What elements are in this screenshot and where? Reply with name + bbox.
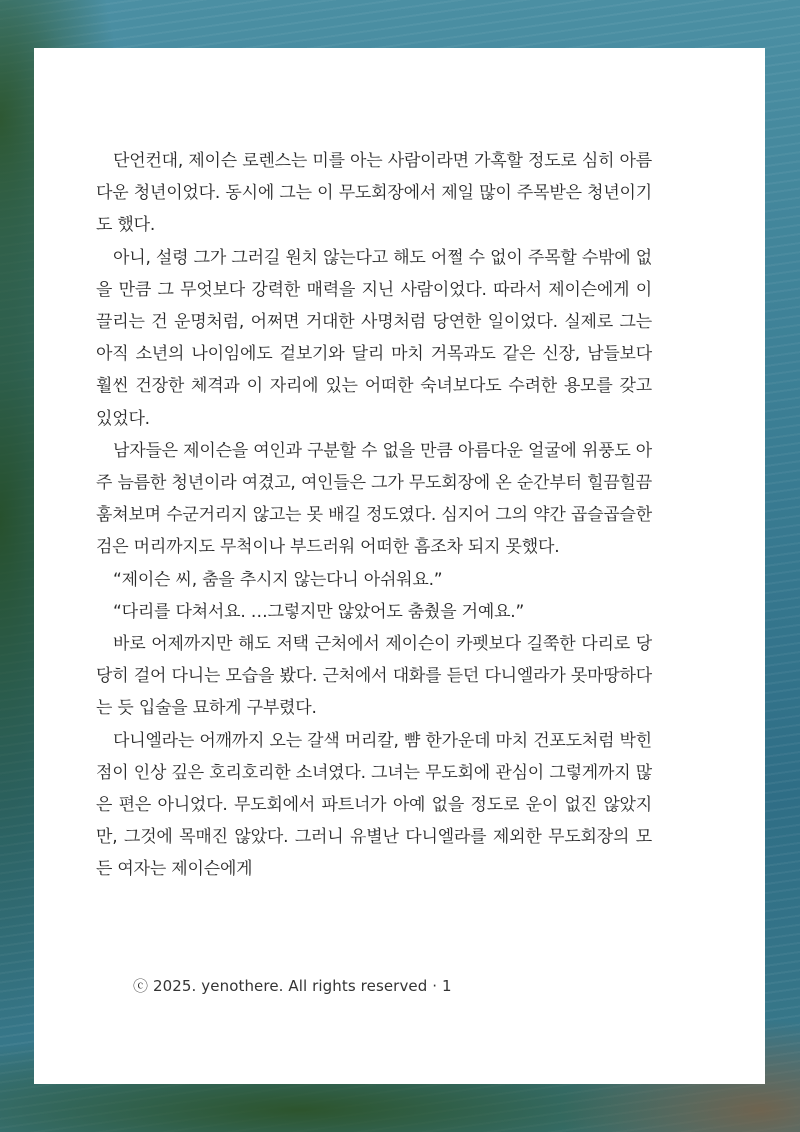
paragraph: 남자들은 제이슨을 여인과 구분할 수 없을 만큼 아름다운 얼굴에 위풍도 아주 늠름한 청년이라 여겼고, 여인들은 그가 무도회장에 온 순간부터 힐끔힐끔 훔쳐보며 수군거리지 않고는 못 배길 정도였다. 심지어 그의 약간 곱슬곱슬한 검은 머리까지도 무척이나 부드러워 어떠한 흠조차 되지 못했다. <box>96 440 652 558</box>
dialogue-line: “제이슨 씨, 춤을 추시지 않는다니 아쉬워요.” <box>113 569 443 590</box>
paragraph: 다니엘라는 어깨까지 오는 갈색 머리칼, 뺨 한가운데 마치 건포도처럼 박힌 점이 인상 깊은 호리호리한 소녀였다. 그녀는 무도회에 관심이 그렇게까지 많은 편은 아니었다. 무도회에서 파트너가 아예 없을 정도로 운이 없진 않았지만, 그것에 목매진 않았다. 그러니 유별난 다니엘라를 제외한 무도회장의 모든 여자는 제이슨에게 <box>96 730 652 880</box>
copyright-footer: ⓒ 2025. yenothere. All rights reserved · 1 <box>133 977 452 995</box>
paragraph: 바로 어제까지만 해도 저택 근처에서 제이슨이 카펫보다 길쭉한 다리로 당당히 걸어 다니는 모습을 봤다. 근처에서 대화를 듣던 다니엘라가 못마땅하다는 듯 입술을 묘하게 구부렸다. <box>96 634 652 719</box>
paragraph: 아니, 설령 그가 그러길 원치 않는다고 해도 어쩔 수 없이 주목할 수밖에 없을 만큼 그 무엇보다 강력한 매력을 지닌 사람이었다. 따라서 제이슨에게 이끌리는 건 운명처럼, 어쩌면 거대한 사명처럼 당연한 일이었다. 실제로 그는 아직 소년의 나이임에도 겉보기와 달리 마치 거목과도 같은 신장, 남들보다 훨씬 건장한 체격과 이 자리에 있는 어떠한 숙녀보다도 수려한 용모를 갖고 있었다. <box>96 247 652 429</box>
paragraph: 단언컨대, 제이슨 로렌스는 미를 아는 사람이라면 가혹할 정도로 심히 아름다운 청년이었다. 동시에 그는 이 무도회장에서 제일 많이 주목받은 청년이기도 했다. <box>96 151 652 236</box>
dialogue-line: “다리를 다쳐서요. …그렇지만 않았어도 춤췄을 거예요.” <box>113 601 525 622</box>
body-text <box>96 145 652 886</box>
